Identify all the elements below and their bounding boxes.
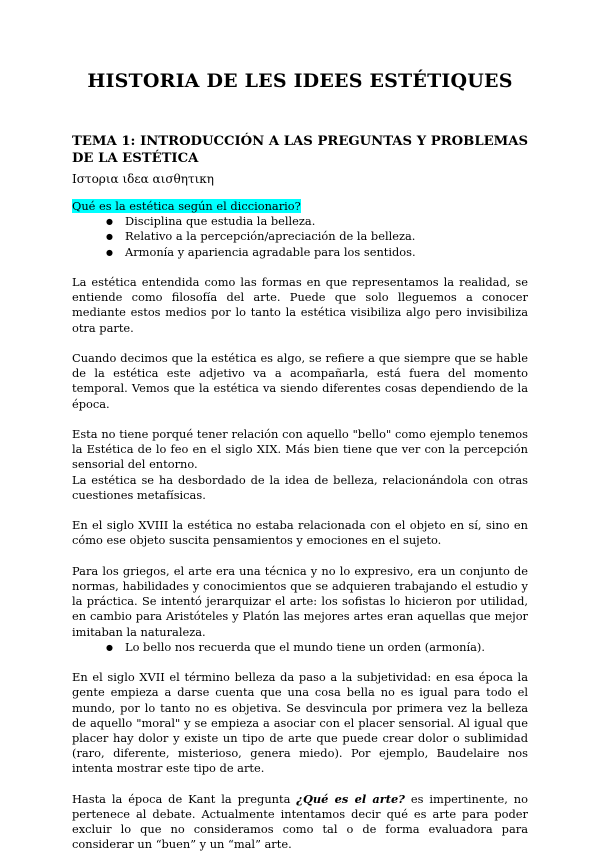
highlighted-question: Qué es la estética según el diccionario? xyxy=(72,199,301,213)
bullet-list xyxy=(72,640,528,655)
paragraph: La estética entendida como las formas en que representamos la realidad, se entiende como filosofía del arte. Puede que solo lleguemos a conocer mediante estos medios por lo tanto la estética visibiliza algo pero invisibiliza otra parte. xyxy=(72,275,528,335)
paragraph xyxy=(72,792,528,853)
paragraph: La estética se ha desbordado de la idea de belleza, relacionándola con otras cuestiones metafísicas. xyxy=(72,472,528,502)
emphasized-question: ¿Qué es el arte? xyxy=(296,791,405,806)
paragraph-text: Hasta la época de Kant la pregunta xyxy=(72,791,297,806)
paragraph-text: es impertinente, no pertenece al debate. Actualmente intentamos decir qué es arte para poder excluir lo que no consideramos como tal o de forma evaluadora para considerar un “buen” y un “mal” arte. xyxy=(72,791,528,852)
greek-subtitle: Ιστορια ιδεα αισθητικη xyxy=(72,172,214,186)
document-body xyxy=(72,199,528,868)
paragraph: En el siglo XVIII la estética no estaba relacionada con el objeto en sí, sino en cómo ese objeto suscita pensamientos y emociones en el sujeto. xyxy=(72,518,528,548)
section-heading: TEMA 1: INTRODUCCIÓN A LAS PREGUNTAS Y PROBLEMAS DE LA ESTÉTICA xyxy=(72,134,528,166)
list-item: ● Lo bello nos recuerda que el mundo tiene un orden (armonía). xyxy=(125,640,528,655)
paragraph: Cuando decimos que la estética es algo, se refiere a que siempre que se hable de la estética este adjetivo va a acompañarla, está fuera del momento temporal. Vemos que la estética va siendo diferentes cosas dependiendo de la época. xyxy=(72,351,528,411)
question-line xyxy=(72,199,528,214)
list-item: ● Disciplina que estudia la belleza. xyxy=(125,214,528,229)
definitions-list xyxy=(72,214,528,260)
list-item: ● Armonía y apariencia agradable para los sentidos. xyxy=(125,245,528,260)
paragraph: En el siglo XVII el término belleza da paso a la subjetividad: en esa época la gente empieza a darse cuenta que una cosa bella no es igual para todo el mundo, por lo tanto no es objetiva. Se desvincula por primera vez la belleza de aquello "moral" y se empieza a asociar con el placer sensorial. Al igual que placer hay dolor y existe un tipo de arte que puede crear dolor o sublimidad (raro, diferente, misterioso, genera miedo). Por ejemplo, Baudelaire nos intenta mostrar este tipo de arte. xyxy=(72,670,528,776)
paragraph: Para los griegos, el arte era una técnica y no lo expresivo, era un conjunto de normas, habilidades y conocimientos que se adquieren trabajando el estudio y la práctica. Se intentó jerarquizar el arte: los sofistas lo hicieron por utilidad, en cambio para Aristóteles y Platón las mejores artes eran aquellas que mejor imitaban la naturaleza. xyxy=(72,563,528,639)
list-item: ● Relativo a la percepción/apreciación de la belleza. xyxy=(125,229,528,244)
document-title: HISTORIA DE LES IDEES ESTÉTIQUES xyxy=(87,70,513,92)
paragraph: Esta no tiene porqué tener relación con aquello "bello" como ejemplo tenemos la Estética de lo feo en el siglo XIX. Más bien tiene que ver con la percepción sensorial del entorno. xyxy=(72,427,528,472)
